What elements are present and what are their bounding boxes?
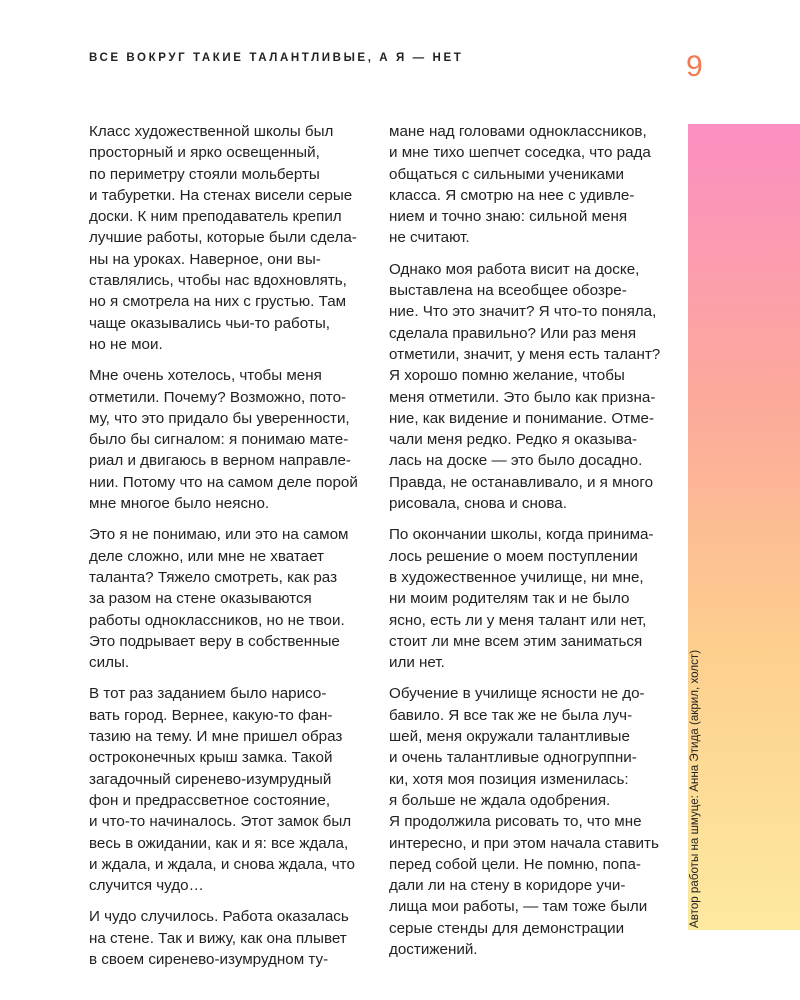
paragraph: Класс художественной школы был просторный и ярко освещенный, по периметру стояли мольберты и табуретки. На стенах висели серые доски. К ним преподаватель крепил лучшие работы, которые были сдела- ны на уроках. Наверное, они вы- ставлялись, чтобы нас вдохновлять, но я смотрела на них с грустью. Там чаще оказывались чьи-то работы, но не мои. [89,123,357,353]
running-title: ВСЕ ВОКРУГ ТАКИЕ ТАЛАНТЛИВЫЕ, А Я — НЕТ [89,52,464,64]
artwork-caption [686,632,702,928]
left-text-column [89,121,389,980]
paragraph: В тот раз заданием было нарисо- вать город. Вернее, какую-то фан- тазию на тему. И мне пришел образ остроконечных крыш замка. Такой загадочный сиренево-изумрудный фон и предрассветное состояние, и что-то начиналось. Этот замок был весь в ожидании, как и я: все ждала, и ждала, и ждала, и снова ждала, что случится чудо… [89,685,355,895]
paragraph: И чудо случилось. Работа оказалась на стене. Так и вижу, как она плывет в своем сиренево-изумрудном ту- [89,908,349,968]
right-text-column [389,121,689,970]
paragraph: По окончании школы, когда принима- лось решение о моем поступлении в художественное училище, ни мне, ни моим родителям так и не было ясно, есть ли у меня талант или нет, стоит ли мне всем этим заниматься или нет. [389,526,654,672]
paragraph: Однако моя работа висит на доске, выставлена на всеобщее обозре- ние. Что это значит? Я что-то поняла, сделала правильно? Или раз меня отметили, значит, у меня есть талант? Я хорошо помню желание, чтобы меня отметили. Это было как призна- ние, как видение и понимание. Отме- чали меня редко. Редко я оказыва- лась на доске — это было досадно. Правда, не останавливало, и я много рисовала, снова и снова. [389,260,661,513]
artwork-caption-text: Автор работы на шмуце: Анна Этида (акрил, холст) [688,649,701,928]
paragraph: Это я не понимаю, или это на самом деле сложно, или мне не хватает таланта? Тяжело смотреть, как раз за разом на стене оказываются работы одноклассников, но не твои. Это подрывает веру в собственные силы. [89,526,349,672]
decorative-gradient-bar [688,124,800,930]
page-number: 9 [686,50,703,83]
paragraph: Обучение в училище ясности не до- бавило. Я все так же не была луч- шей, меня окружали талантливые и очень талантливые одногруппни- ки, хотя моя позиция изменилась: я больше не ждала одобрения. Я продолжила рисовать то, что мне интересно, и при этом начала ставить перед собой цели. Не помню, попа- дали ли на стену в коридоре учи- лища мои работы, — там тоже были серые стенды для демонстрации достижений. [389,685,659,958]
paragraph: Мне очень хотелось, чтобы меня отметили. Почему? Возможно, пото- му, что это придало бы уверенности, было бы сигналом: я понимаю мате- риал и двигаюсь в верном направле- нии. Потому что на самом деле порой мне многое было неясно. [89,367,358,513]
paragraph: мане над головами одноклассников, и мне тихо шепчет соседка, что рада общаться с сильными учениками класса. Я смотрю на нее с удивле- нием и точно знаю: сильной меня не считают. [389,123,651,247]
